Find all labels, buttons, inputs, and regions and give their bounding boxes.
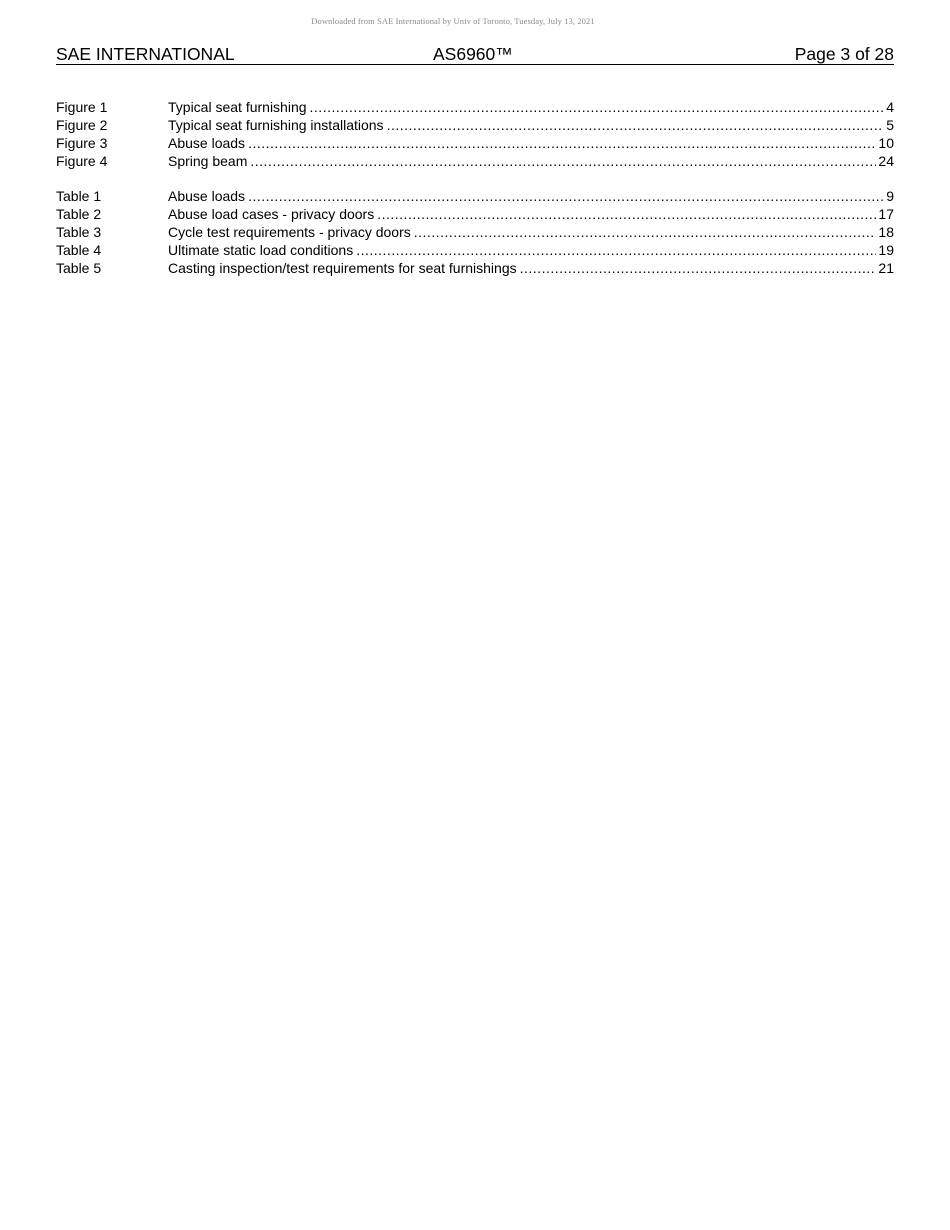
table-entry[interactable]: [56, 223, 894, 241]
table-label: Table 3: [56, 224, 102, 240]
figure-title: Typical seat furnishing installations: [168, 117, 384, 133]
list-of-figures: [56, 98, 894, 170]
table-title: Ultimate static load conditions: [168, 242, 354, 258]
dot-leader: [414, 223, 877, 241]
table-title: Abuse loads: [168, 188, 246, 204]
figure-label: Figure 3: [56, 135, 108, 151]
table-label: Table 4: [56, 242, 102, 258]
dot-leader: [356, 241, 876, 259]
dot-leader: [248, 187, 884, 205]
figure-title: Abuse loads: [168, 135, 246, 151]
table-page: 19: [878, 242, 894, 258]
table-entry[interactable]: [56, 241, 894, 259]
table-page: 18: [878, 224, 894, 240]
table-entry[interactable]: [56, 259, 894, 277]
table-title: Abuse load cases - privacy doors: [168, 206, 375, 222]
dot-leader: [250, 152, 876, 170]
table-page: 21: [878, 260, 894, 276]
figure-entry[interactable]: [56, 134, 894, 152]
table-page: 17: [878, 206, 894, 222]
figure-entry[interactable]: [56, 116, 894, 134]
dot-leader: [310, 98, 885, 116]
figure-label: Figure 2: [56, 117, 108, 133]
dot-leader: [387, 116, 885, 134]
table-label: Table 5: [56, 260, 102, 276]
download-watermark: Downloaded from SAE International by Univ of Toronto, Tuesday, July 13, 2021: [311, 16, 595, 26]
table-entry[interactable]: [56, 187, 894, 205]
figure-page: 24: [878, 153, 894, 169]
figure-entry[interactable]: [56, 98, 894, 116]
figure-title: Typical seat furnishing: [168, 99, 307, 115]
figure-entry[interactable]: [56, 152, 894, 170]
figure-page: 10: [878, 135, 894, 151]
table-title: Cycle test requirements - privacy doors: [168, 224, 411, 240]
figure-page: 4: [886, 99, 894, 115]
table-entry[interactable]: [56, 205, 894, 223]
dot-leader: [248, 134, 876, 152]
dot-leader: [377, 205, 876, 223]
figure-page: 5: [886, 117, 894, 133]
table-label: Table 1: [56, 188, 102, 204]
figure-title: Spring beam: [168, 153, 248, 169]
figure-label: Figure 4: [56, 153, 108, 169]
figure-label: Figure 1: [56, 99, 108, 115]
table-label: Table 2: [56, 206, 102, 222]
page-number: Page 3 of 28: [794, 44, 894, 64]
table-page: 9: [886, 188, 894, 204]
page-header: [56, 44, 894, 65]
organization-name: SAE INTERNATIONAL: [56, 44, 235, 64]
document-number: AS6960™: [433, 44, 513, 64]
dot-leader: [520, 259, 877, 277]
list-of-tables: [56, 187, 894, 277]
table-title: Casting inspection/test requirements for seat furnishings: [168, 260, 517, 276]
